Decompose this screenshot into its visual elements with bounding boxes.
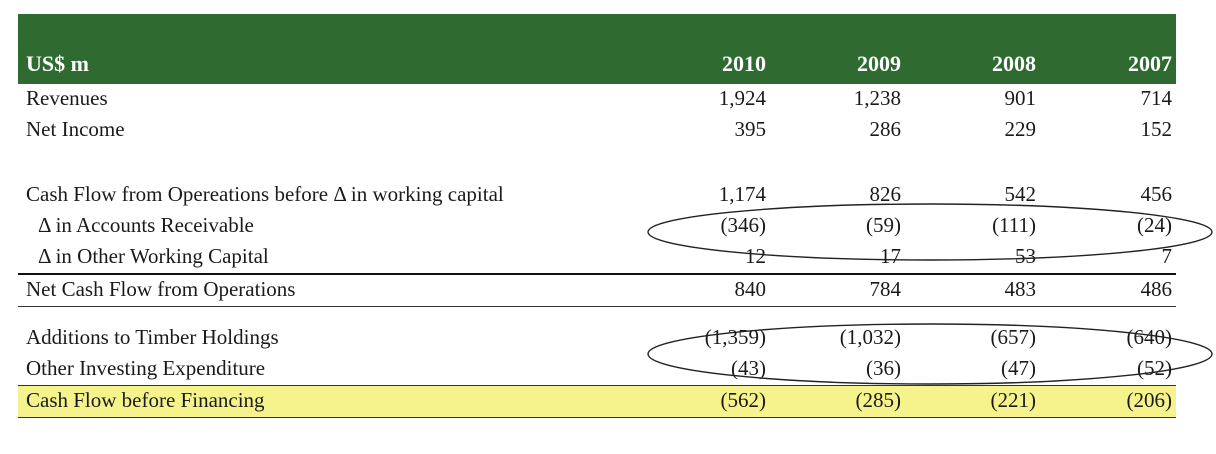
row-net-cash-flow-operations (18, 273, 1176, 306)
value-2008: 229 (1004, 117, 1036, 141)
value-2008: (221) (990, 388, 1036, 412)
row-revenues (18, 84, 1176, 115)
year-2008: 2008 (992, 51, 1036, 76)
value-2010: (562) (720, 388, 766, 412)
value-2009: 286 (869, 117, 901, 141)
unit-label: US$ m (26, 51, 89, 76)
value-2008: (47) (1001, 356, 1036, 380)
divider (18, 306, 1176, 323)
row-other-investing-expenditure (18, 354, 1176, 385)
value-2009: 1,238 (853, 86, 901, 110)
row-net-income (18, 115, 1176, 146)
row-accounts-receivable (18, 211, 1176, 242)
value-2009: 784 (869, 277, 901, 301)
value-2009: (1,032) (839, 325, 901, 349)
value-2010: 1,924 (718, 86, 766, 110)
year-2009: 2009 (857, 51, 901, 76)
row-label: Revenues (26, 86, 108, 110)
row-label: Other Investing Expenditure (26, 356, 266, 380)
row-label: Δ in Accounts Receivable (38, 213, 254, 237)
value-2007: (24) (1137, 213, 1172, 237)
value-2008: (111) (992, 213, 1036, 237)
value-2009: 826 (869, 182, 901, 206)
row-other-working-capital (18, 242, 1176, 273)
row-cash-flow-before-financing (18, 385, 1176, 418)
value-2007: 456 (1140, 182, 1172, 206)
value-2008: 901 (1004, 86, 1036, 110)
value-2008: 483 (1004, 277, 1036, 301)
value-2010: (346) (720, 213, 766, 237)
financial-table (18, 14, 1176, 418)
year-2007: 2007 (1128, 51, 1172, 76)
table-header (18, 14, 1176, 84)
value-2007: (640) (1126, 325, 1172, 349)
value-2010: (43) (731, 356, 766, 380)
row-label: Net Cash Flow from Operations (26, 277, 296, 301)
value-2008: 542 (1004, 182, 1036, 206)
value-2007: 714 (1140, 86, 1172, 110)
value-2010: 395 (734, 117, 766, 141)
value-2009: (59) (866, 213, 901, 237)
value-2007: 486 (1140, 277, 1172, 301)
value-2008: (657) (990, 325, 1036, 349)
value-2009: (36) (866, 356, 901, 380)
value-2007: 152 (1140, 117, 1172, 141)
value-2007: 7 (1161, 244, 1172, 268)
row-label: Additions to Timber Holdings (26, 325, 279, 349)
value-2007: (52) (1137, 356, 1172, 380)
row-label: Δ in Other Working Capital (38, 244, 269, 268)
value-2007: (206) (1126, 388, 1172, 412)
spacer (18, 146, 1176, 180)
row-label: Cash Flow before Financing (26, 388, 265, 412)
value-2009: (285) (855, 388, 901, 412)
row-additions-timber-holdings (18, 323, 1176, 354)
value-2010: 12 (745, 244, 766, 268)
value-2010: 840 (734, 277, 766, 301)
value-2010: (1,359) (704, 325, 766, 349)
year-2010: 2010 (722, 51, 766, 76)
value-2010: 1,174 (718, 182, 766, 206)
row-label: Net Income (26, 117, 125, 141)
row-label: Cash Flow from Opereations before Δ in working capital (26, 182, 504, 206)
row-cash-flow-before-wc (18, 180, 1176, 211)
value-2009: 17 (880, 244, 901, 268)
value-2008: 53 (1015, 244, 1036, 268)
